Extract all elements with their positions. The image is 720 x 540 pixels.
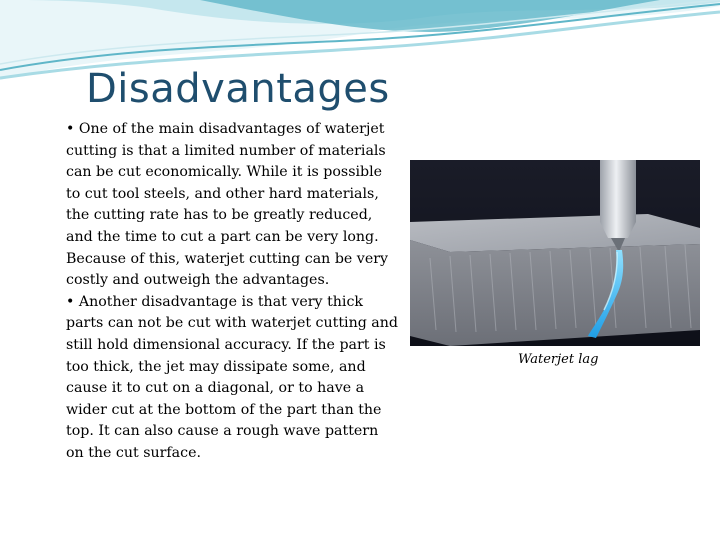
slide-title: Disadvantages: [86, 66, 390, 112]
body-text: [66, 119, 400, 465]
waterjet-lag-illustration: [410, 160, 700, 346]
bullet-paragraph-2: • Another disadvantage is that very thick parts can not be cut with waterjet cutting and still hold dimensional accuracy. If the part is too thick, the jet may dissipate some, and cause it to cut on a diagonal, or to have a wider cut at the bottom of the part than the top. It can also cause a rough wave pattern on the cut surface.: [66, 293, 398, 461]
figure-caption: Waterjet lag: [518, 352, 599, 367]
bullet-paragraph-1: • One of the main disadvantages of waterjet cutting is that a limited number of materials can be cut economically. While it is possible to cut tool steels, and other hard materials, the cutting rate has to be greatly reduced, and the time to cut a part can be very long. Because of this, waterjet cutting can be very costly and outweigh the advantages.: [66, 121, 389, 289]
